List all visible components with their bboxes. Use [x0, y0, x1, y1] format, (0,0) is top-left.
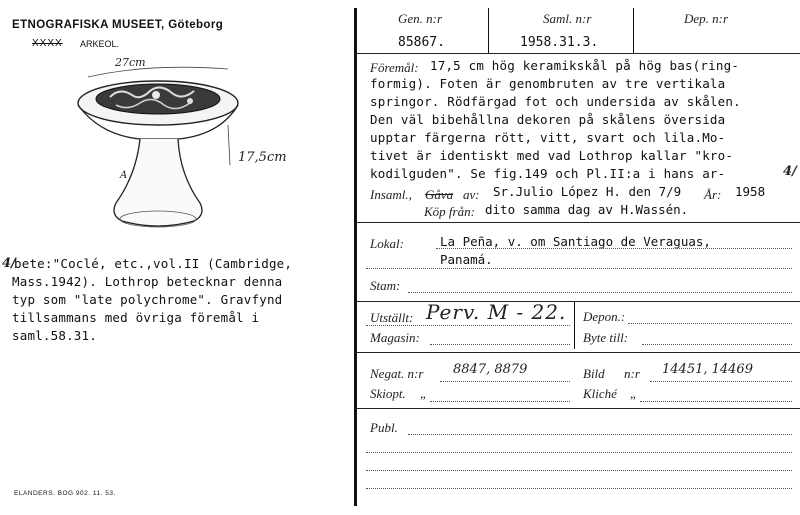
negat-label: Negat. n:r: [370, 366, 424, 381]
header-divider: [633, 8, 634, 54]
foremal-line: tivet är identiskt med vad Lothrop kallar "kro-: [370, 148, 734, 163]
section-rule: [357, 352, 800, 353]
department-label: ARKEOL.: [80, 39, 120, 49]
skiopt-label: Skiopt.: [370, 386, 406, 401]
gen-value: 85867.: [398, 35, 445, 50]
section-rule: [357, 408, 800, 409]
kop-value: dito samma dag av H.Wassén.: [485, 202, 689, 217]
kliche-value: „: [630, 386, 638, 401]
magasin-label: Magasin:: [370, 330, 420, 345]
saml-value: 1958.31.3.: [520, 35, 599, 50]
saml-label: Saml. n:r: [543, 11, 592, 26]
foremal-label: Föremål:: [370, 60, 419, 75]
bild-label: Bild: [583, 366, 605, 381]
sketch-mark: A: [120, 170, 128, 181]
main-divider: [354, 8, 357, 506]
foremal-line: upptar färgerna rött, vitt, svart och lila.Mo-: [370, 130, 726, 145]
utstallt-label: Utställt:: [370, 310, 414, 325]
bild-dotline: [650, 381, 792, 382]
struck-label: XXXX: [32, 38, 63, 49]
lokal-line: Panamá.: [440, 252, 493, 267]
printer-mark: ELANDERS. BOG 902. 11. 53.: [14, 490, 116, 497]
kliche-dotline: [640, 401, 792, 402]
gen-label: Gen. n:r: [398, 11, 443, 26]
section-rule: [357, 301, 800, 302]
kliche-label: Kliché: [583, 386, 617, 401]
negat-dotline: [440, 381, 570, 382]
foremal-line: 17,5 cm hög keramikskål på hög bas(ring-: [430, 58, 740, 73]
lokal-label: Lokal:: [370, 236, 404, 251]
lokal-dotline: [436, 248, 792, 249]
foremal-line: Den väl bibehållna dekoren på skålens översida: [370, 112, 726, 127]
depon-dotline: [628, 323, 792, 324]
left-text-line: tillsammans med övriga föremål i: [12, 310, 260, 325]
section-rule: [357, 222, 800, 223]
foremal-line: kodilguden". Se fig.149 och Pl.II:a i hans ar-: [370, 166, 726, 181]
lokal-line: La Peña, v. om Santiago de Veraguas,: [440, 234, 711, 249]
insaml-value: Sr.Julio López H. den 7/9: [493, 184, 682, 199]
bild-nr-label: n:r: [624, 366, 640, 381]
insaml-av-label: av:: [463, 187, 480, 202]
header-rule: [357, 53, 800, 54]
left-text-line: bete:"Coclé, etc.,vol.II (Cambridge,: [14, 256, 293, 271]
left-text-line: saml.58.31.: [12, 328, 97, 343]
insaml-label: Insaml.,: [370, 187, 412, 202]
insaml-struck: Gåva: [425, 187, 454, 202]
bild-value: 14451, 14469: [662, 362, 753, 377]
stam-label: Stam:: [370, 278, 401, 293]
utstallt-value: Perv. M - 22.: [426, 300, 567, 324]
header-divider: [488, 8, 489, 54]
continuation-mark: 4/: [783, 164, 797, 179]
insaml-ar-label: År:: [704, 187, 722, 202]
publ-label: Publ.: [370, 420, 398, 435]
left-text-line: typ som "late polychrome". Gravfynd: [12, 292, 283, 307]
publ-dotline: [408, 434, 792, 435]
left-marker: 4/: [2, 256, 16, 271]
height-note: 17,5cm: [238, 150, 287, 165]
utstallt-dotline: [366, 325, 570, 326]
museum-name: ETNOGRAFISKA MUSEET, Göteborg: [12, 19, 224, 31]
publ-dotline: [366, 488, 792, 489]
negat-value: 8847, 8879: [453, 362, 528, 377]
skiopt-value: „: [420, 386, 428, 401]
foremal-line: springor. Rödfärgad fot och undersida av skålen.: [370, 94, 741, 109]
insaml-year: 1958: [735, 184, 766, 199]
width-note: 27cm: [115, 56, 146, 69]
depon-label: Depon.:: [583, 309, 626, 324]
kop-label: Köp från:: [424, 204, 475, 219]
foremal-line: formig). Foten är genombruten av tre vertikala: [370, 76, 726, 91]
byte-dotline: [642, 344, 792, 345]
publ-dotline: [366, 470, 792, 471]
utstallt-divider: [574, 301, 575, 349]
lokal-dotline: [366, 268, 792, 269]
magasin-dotline: [430, 344, 570, 345]
byte-label: Byte till:: [583, 330, 629, 345]
stam-dotline: [408, 292, 792, 293]
publ-dotline: [366, 452, 792, 453]
dep-label: Dep. n:r: [684, 11, 729, 26]
skiopt-dotline: [430, 401, 570, 402]
left-text-line: Mass.1942). Lothrop betecknar denna: [12, 274, 283, 289]
